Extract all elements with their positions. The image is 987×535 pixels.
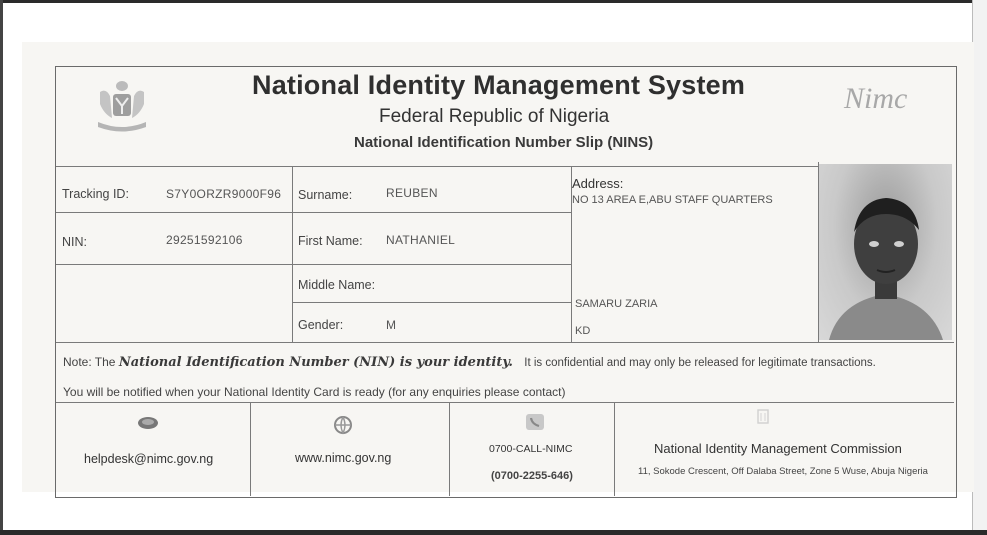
email-icon	[137, 416, 159, 430]
nin-value: 29251592106	[166, 233, 243, 247]
surname-label: Surname:	[298, 188, 353, 202]
phone-text: 0700-CALL-NIMC	[489, 443, 573, 455]
screen-edge-right	[972, 0, 987, 535]
note-line-1	[63, 355, 876, 370]
gender-value: M	[386, 318, 397, 332]
row-divider-2	[56, 264, 571, 265]
tracking-id-value: S7Y0ORZR9000F96	[166, 187, 282, 201]
nin-slip-document	[22, 42, 974, 492]
tracking-id-label: Tracking ID:	[62, 187, 129, 201]
gender-label: Gender:	[298, 318, 344, 332]
nimc-logo: Nimc	[844, 82, 908, 115]
screen-edge-top	[0, 0, 987, 3]
coat-of-arms-icon	[92, 74, 152, 136]
header-divider	[56, 166, 818, 167]
note-suffix: It is confidential and may only be released for legitimate transactions.	[524, 357, 876, 369]
footer-divider-3	[614, 402, 615, 496]
note-line-2: You will be notified when your National Identity Card is ready (for any enquiries please contact)	[63, 385, 566, 399]
page-subtitle: Federal Republic of Nigeria	[379, 106, 610, 127]
screen-edge-bottom	[0, 530, 987, 535]
note-divider	[56, 402, 954, 403]
footer-divider-2	[449, 402, 450, 496]
nin-label: NIN:	[62, 235, 87, 249]
holder-photo	[819, 164, 952, 340]
web-icon	[333, 415, 353, 435]
org-address: 11, Sokode Crescent, Off Dalaba Street, Zone 5 Wuse, Abuja Nigeria	[638, 466, 928, 477]
org-name: National Identity Management Commission	[654, 441, 902, 456]
note-emphasis: National Identification Number (NIN) is your identity.	[118, 355, 513, 370]
page-title: National Identity Management System	[252, 70, 746, 100]
col-divider-2	[571, 166, 572, 342]
row-divider-4	[56, 342, 954, 343]
middle-name-label: Middle Name:	[298, 278, 376, 292]
row-divider-3	[292, 302, 571, 303]
first-name-value: NATHANIEL	[386, 233, 456, 247]
surname-value: REUBEN	[386, 186, 438, 200]
address-line-3: KD	[575, 325, 591, 337]
screen-edge-left	[0, 0, 3, 535]
col-divider-1	[292, 166, 293, 342]
holder-photo-portrait	[819, 164, 952, 340]
website: www.nimc.gov.ng	[295, 451, 392, 465]
footer-divider-1	[250, 402, 251, 496]
helpdesk-email: helpdesk@nimc.gov.ng	[84, 452, 214, 466]
phone-number: (0700-2255-646)	[491, 470, 573, 482]
note-prefix: Note: The	[63, 355, 116, 369]
address-line-1: NO 13 AREA E,ABU STAFF QUARTERS	[572, 194, 773, 206]
building-icon	[756, 408, 770, 424]
slip-title: National Identification Number Slip (NINS)	[354, 134, 654, 151]
address-line-2: SAMARU ZARIA	[575, 298, 658, 310]
address-label: Address:	[572, 176, 624, 191]
phone-icon	[525, 413, 545, 431]
first-name-label: First Name:	[298, 234, 363, 248]
row-divider-1	[56, 212, 571, 213]
